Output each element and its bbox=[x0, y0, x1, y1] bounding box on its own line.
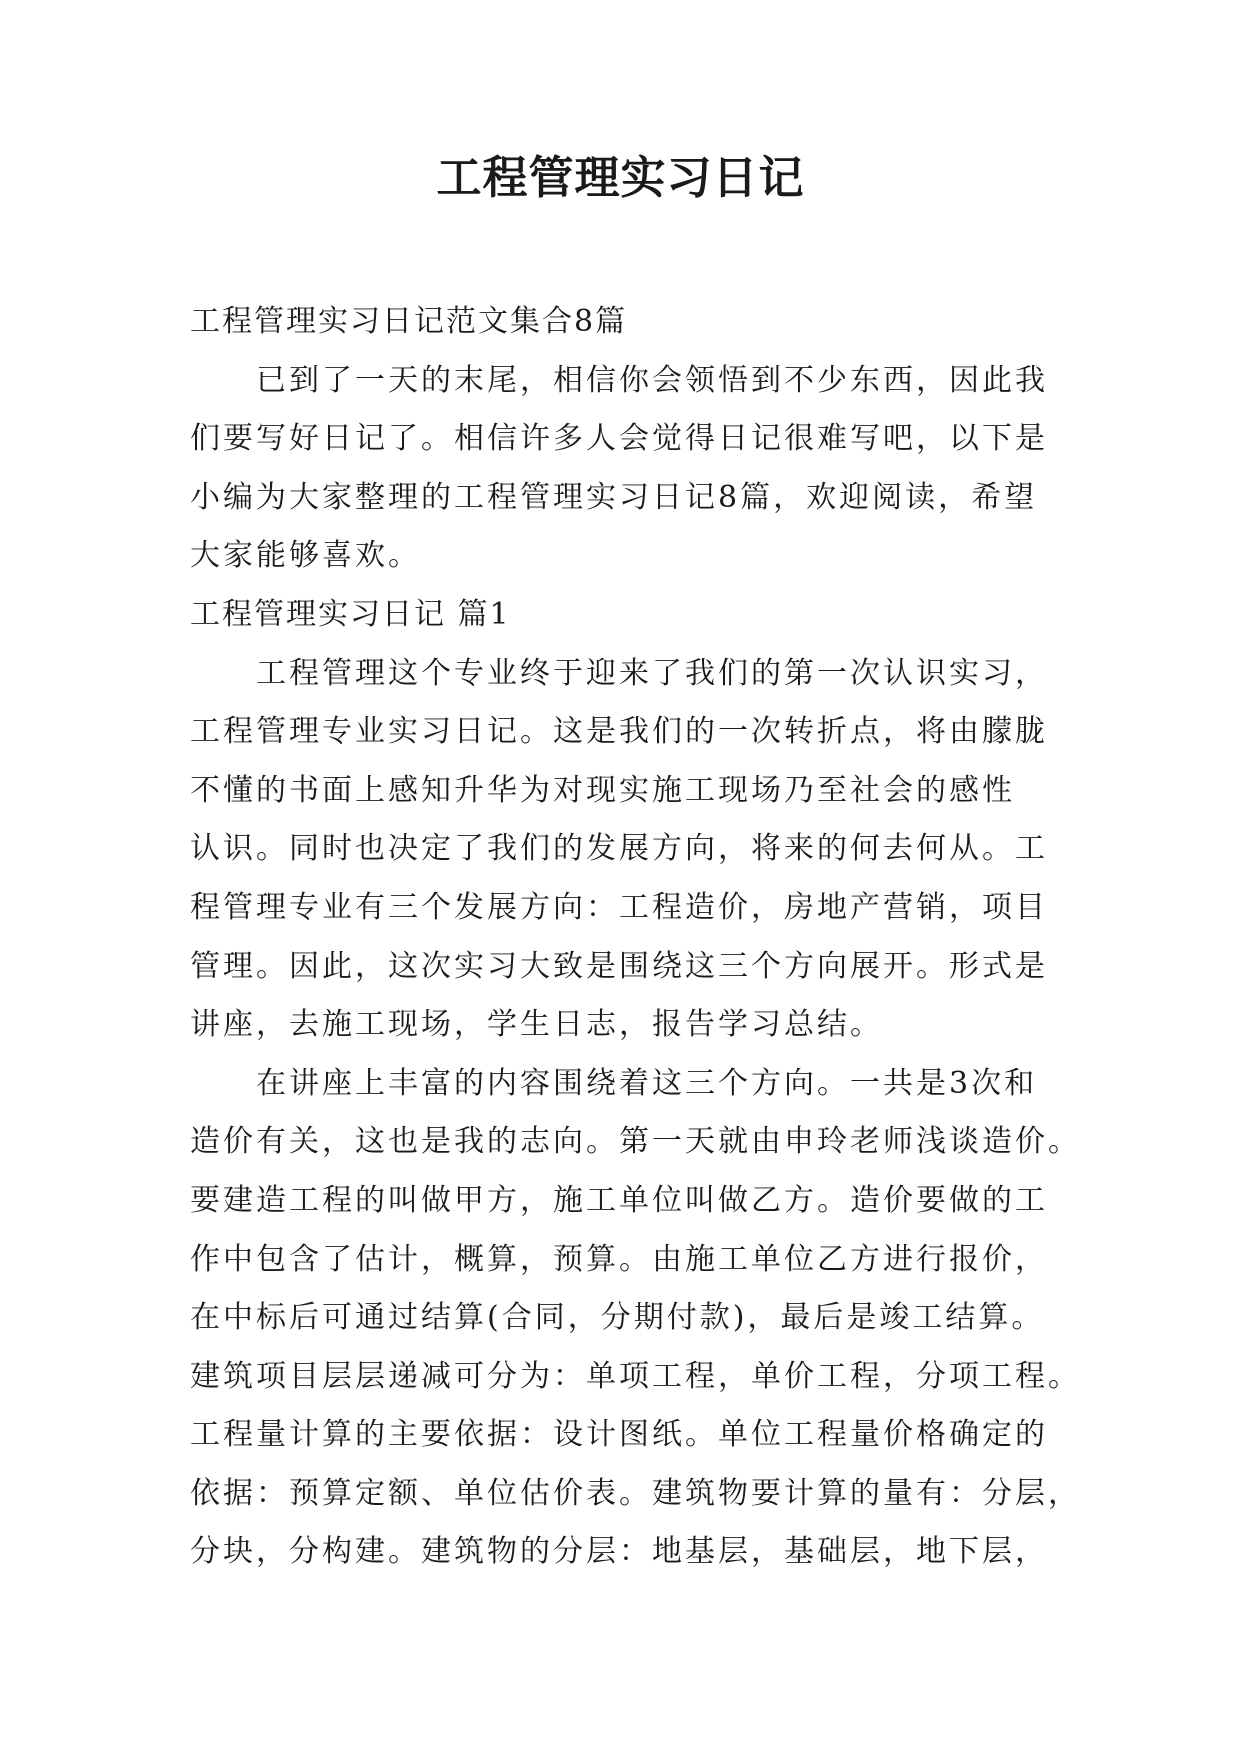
text-line: 讲座，去施工现场，学生日志，报告学习总结。 bbox=[190, 1007, 883, 1043]
text-line: 工程管理这个专业终于迎来了我们的第一次认识实习， bbox=[256, 655, 1048, 691]
text-line: 认识。同时也决定了我们的发展方向，将来的何去何从。工 bbox=[190, 831, 1048, 867]
text-line: 工程管理专业实习日记。这是我们的一次转折点，将由朦胧 bbox=[190, 714, 1048, 750]
text-line: 程管理专业有三个发展方向：工程造价，房地产营销，项目 bbox=[190, 889, 1048, 925]
document-body bbox=[190, 293, 1081, 1582]
text-line: 依据：预算定额、单位估价表。建筑物要计算的量有：分层， bbox=[190, 1475, 1081, 1511]
text-line: 在讲座上丰富的内容围绕着这三个方向。一共是3次和 bbox=[256, 1065, 1038, 1101]
text-line: 不懂的书面上感知升华为对现实施工现场乃至社会的感性 bbox=[190, 772, 1015, 808]
text-line: 在中标后可通过结算(合同，分期付款)，最后是竣工结算。 bbox=[190, 1300, 1045, 1336]
text-line: 已到了一天的末尾，相信你会领悟到不少东西，因此我 bbox=[256, 362, 1048, 398]
text-line: 们要写好日记了。相信许多人会觉得日记很难写吧，以下是 bbox=[190, 421, 1048, 457]
section-heading: 工程管理实习日记 篇1 bbox=[190, 596, 511, 632]
text-line: 工程量计算的主要依据：设计图纸。单位工程量价格确定的 bbox=[190, 1417, 1048, 1453]
text-line: 建筑项目层层递减可分为：单项工程，单价工程，分项工程。 bbox=[190, 1358, 1081, 1394]
text-line: 造价有关，这也是我的志向。第一天就由申玲老师浅谈造价。 bbox=[190, 1124, 1081, 1160]
section-heading: 工程管理实习日记范文集合8篇 bbox=[190, 304, 628, 339]
text-line: 小编为大家整理的工程管理实习日记8篇，欢迎阅读，希望 bbox=[190, 479, 1038, 515]
text-line: 要建造工程的叫做甲方，施工单位叫做乙方。造价要做的工 bbox=[190, 1182, 1048, 1218]
text-line: 管理。因此，这次实习大致是围绕这三个方向展开。形式是 bbox=[190, 948, 1048, 984]
text-line: 作中包含了估计，概算，预算。由施工单位乙方进行报价， bbox=[190, 1241, 1048, 1277]
document-title: 工程管理实习日记 bbox=[436, 151, 805, 204]
text-line: 分块，分构建。建筑物的分层：地基层，基础层，地下层， bbox=[190, 1534, 1048, 1570]
text-line: 大家能够喜欢。 bbox=[190, 538, 421, 574]
